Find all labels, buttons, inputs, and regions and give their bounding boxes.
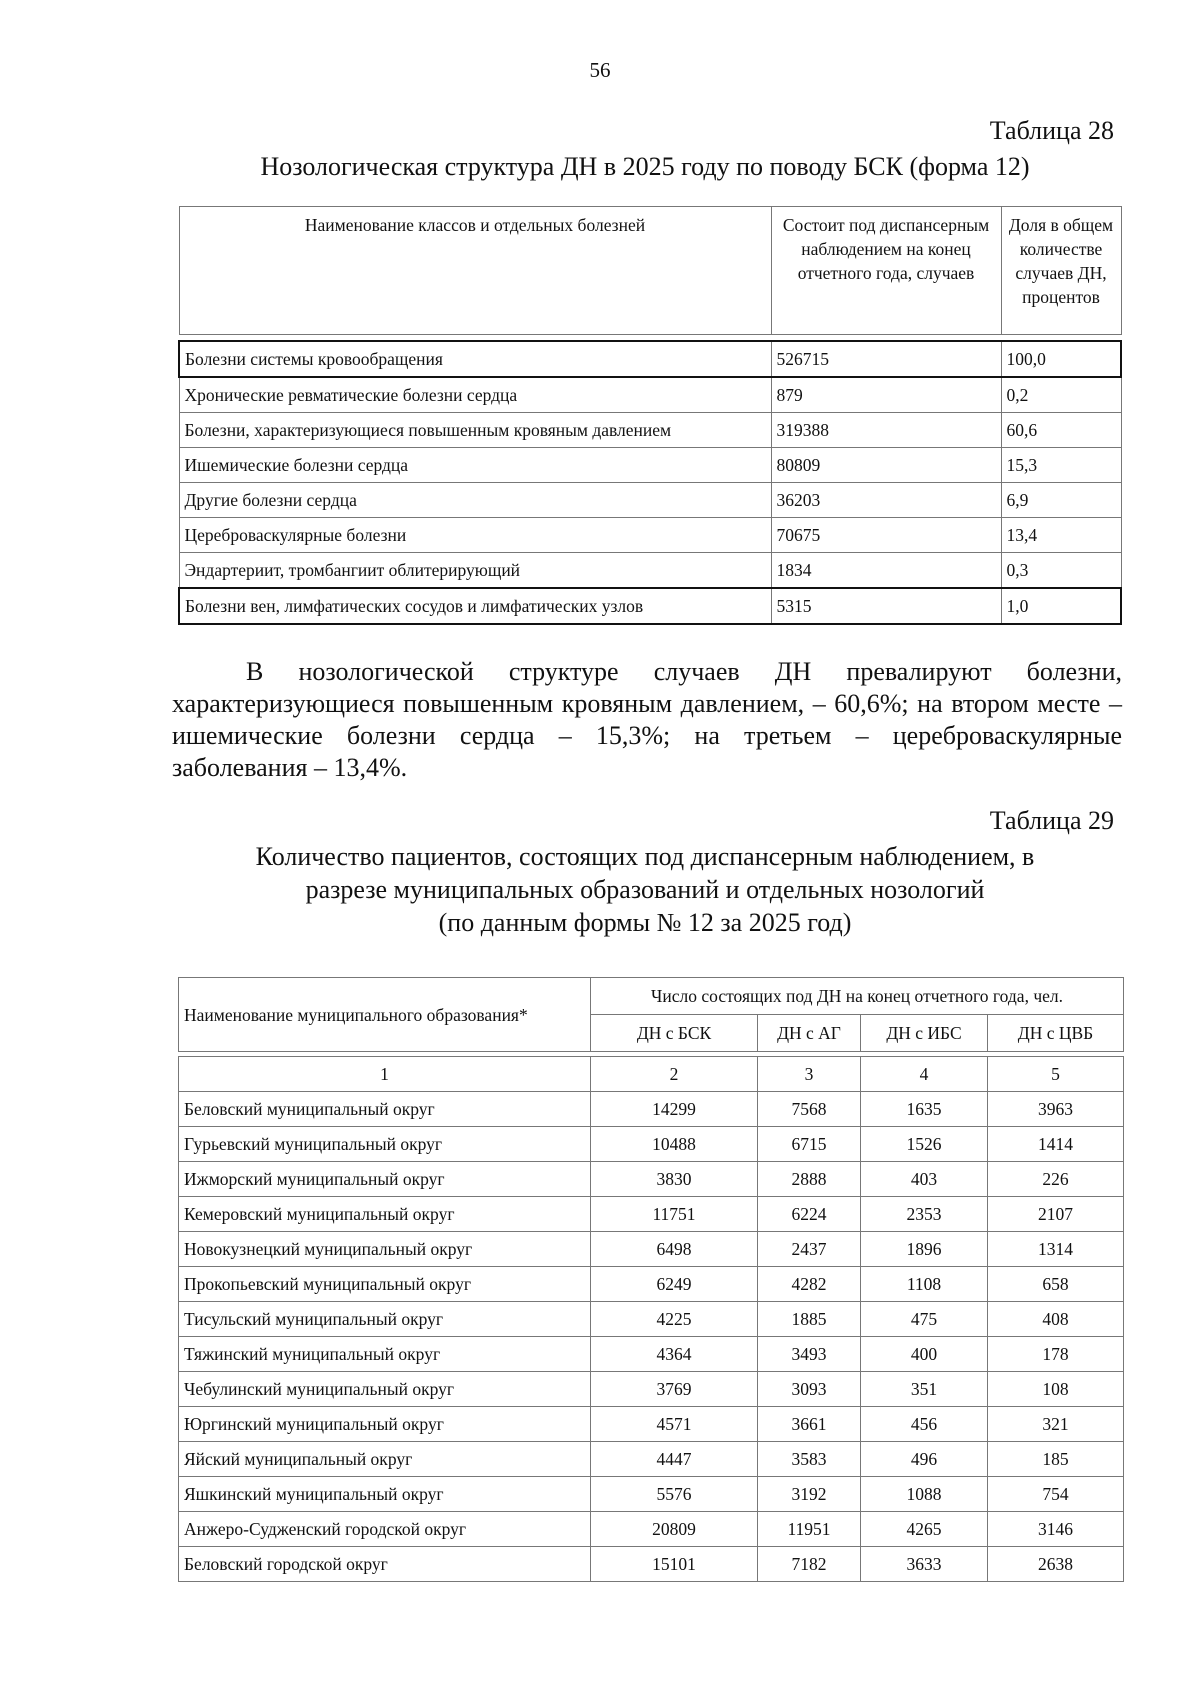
cell-value: 4364 bbox=[591, 1337, 758, 1372]
cell-municipality: Прокопьевский муниципальный округ bbox=[179, 1267, 591, 1302]
cell-value: 15101 bbox=[591, 1547, 758, 1582]
cell-value: 351 bbox=[861, 1372, 988, 1407]
table-row bbox=[179, 377, 1121, 413]
cell-value: 226 bbox=[988, 1162, 1124, 1197]
cell-share: 13,4 bbox=[1001, 518, 1121, 553]
cell-value: 1108 bbox=[861, 1267, 988, 1302]
cell-value: 321 bbox=[988, 1407, 1124, 1442]
cell-name: Другие болезни сердца bbox=[179, 483, 771, 518]
table-row bbox=[179, 483, 1121, 518]
table-28-title: Нозологическая структура ДН в 2025 году по поводу БСК (форма 12) bbox=[260, 152, 1030, 181]
nosology-structure-table bbox=[178, 206, 1122, 625]
cell-value: 4447 bbox=[591, 1442, 758, 1477]
cell-value: 6715 bbox=[758, 1127, 861, 1162]
cell-count: 36203 bbox=[771, 483, 1001, 518]
cell-value: 1896 bbox=[861, 1232, 988, 1267]
cell-value: 2353 bbox=[861, 1197, 988, 1232]
cell-value: 1414 bbox=[988, 1127, 1124, 1162]
cell-value: 3633 bbox=[861, 1547, 988, 1582]
table-row bbox=[179, 1232, 1124, 1267]
page-number: 56 bbox=[589, 58, 611, 82]
header-share: Доля в общем количестве случаев ДН, процентов bbox=[1001, 207, 1121, 335]
cell-value: 408 bbox=[988, 1302, 1124, 1337]
table-row bbox=[179, 1512, 1124, 1547]
table-row bbox=[179, 518, 1121, 553]
cell-municipality: Тяжинский муниципальный округ bbox=[179, 1337, 591, 1372]
cell-share: 1,0 bbox=[1001, 588, 1121, 624]
cell-value: 3192 bbox=[758, 1477, 861, 1512]
header-bsk: ДН с БСК bbox=[591, 1015, 758, 1052]
table-row bbox=[179, 1127, 1124, 1162]
cell-count: 80809 bbox=[771, 448, 1001, 483]
table-row bbox=[179, 553, 1121, 589]
table-row bbox=[179, 1337, 1124, 1372]
table-row bbox=[179, 341, 1121, 377]
cell-value: 4282 bbox=[758, 1267, 861, 1302]
table-row bbox=[179, 1442, 1124, 1477]
cell-share: 100,0 bbox=[1001, 341, 1121, 377]
cell-name: Эндартериит, тромбангиит облитерирующий bbox=[179, 553, 771, 589]
cell-name: Хронические ревматические болезни сердца bbox=[179, 377, 771, 413]
cell-value: 2107 bbox=[988, 1197, 1124, 1232]
cell-municipality: Яйский муниципальный округ bbox=[179, 1442, 591, 1477]
cell-count: 879 bbox=[771, 377, 1001, 413]
cell-municipality: Кемеровский муниципальный округ bbox=[179, 1197, 591, 1232]
cell-value: 3583 bbox=[758, 1442, 861, 1477]
cell-share: 0,3 bbox=[1001, 553, 1121, 589]
cell-value: 3493 bbox=[758, 1337, 861, 1372]
table-row bbox=[179, 1162, 1124, 1197]
cell-name: Ишемические болезни сердца bbox=[179, 448, 771, 483]
header-cvb: ДН с ЦВБ bbox=[988, 1015, 1124, 1052]
header-count: Состоит под диспансерным наблюдением на конец отчетного года, случаев bbox=[771, 207, 1001, 335]
table-row bbox=[179, 448, 1121, 483]
cell-value: 14299 bbox=[591, 1092, 758, 1127]
table-row bbox=[179, 1197, 1124, 1232]
table-row bbox=[179, 1092, 1124, 1127]
cell-municipality: Яшкинский муниципальный округ bbox=[179, 1477, 591, 1512]
table-29-title-line: разрезе муниципальных образований и отдельных нозологий bbox=[305, 875, 985, 904]
cell-value: 5576 bbox=[591, 1477, 758, 1512]
cell-value: 3830 bbox=[591, 1162, 758, 1197]
cell-value: 4571 bbox=[591, 1407, 758, 1442]
cell-municipality: Чебулинский муниципальный округ bbox=[179, 1372, 591, 1407]
header-ag: ДН с АГ bbox=[758, 1015, 861, 1052]
cell-value: 403 bbox=[861, 1162, 988, 1197]
cell-value: 11951 bbox=[758, 1512, 861, 1547]
cell-count: 1834 bbox=[771, 553, 1001, 589]
column-number: 3 bbox=[758, 1057, 861, 1092]
cell-value: 7568 bbox=[758, 1092, 861, 1127]
cell-value: 3093 bbox=[758, 1372, 861, 1407]
cell-value: 3963 bbox=[988, 1092, 1124, 1127]
column-number: 4 bbox=[861, 1057, 988, 1092]
cell-value: 475 bbox=[861, 1302, 988, 1337]
cell-value: 108 bbox=[988, 1372, 1124, 1407]
cell-municipality: Новокузнецкий муниципальный округ bbox=[179, 1232, 591, 1267]
cell-share: 60,6 bbox=[1001, 413, 1121, 448]
cell-value: 496 bbox=[861, 1442, 988, 1477]
cell-value: 10488 bbox=[591, 1127, 758, 1162]
cell-value: 1635 bbox=[861, 1092, 988, 1127]
table-29-title-line: (по данным формы № 12 за 2025 год) bbox=[438, 908, 852, 937]
column-number: 5 bbox=[988, 1057, 1124, 1092]
cell-share: 15,3 bbox=[1001, 448, 1121, 483]
header-count-group: Число состоящих под ДН на конец отчетного года, чел. bbox=[591, 978, 1124, 1015]
table-28-label: Таблица 28 bbox=[989, 116, 1114, 145]
cell-name: Болезни, характеризующиеся повышенным кровяным давлением bbox=[179, 413, 771, 448]
table-29-label: Таблица 29 bbox=[989, 806, 1114, 835]
cell-value: 2437 bbox=[758, 1232, 861, 1267]
cell-share: 6,9 bbox=[1001, 483, 1121, 518]
cell-value: 2888 bbox=[758, 1162, 861, 1197]
table-row bbox=[179, 588, 1121, 624]
table-29-title-line: Количество пациентов, состоящих под диспансерным наблюдением, в bbox=[255, 842, 1035, 871]
cell-name: Болезни системы кровообращения bbox=[179, 341, 771, 377]
header-disease-name: Наименование классов и отдельных болезней bbox=[179, 207, 771, 335]
cell-value: 11751 bbox=[591, 1197, 758, 1232]
cell-count: 319388 bbox=[771, 413, 1001, 448]
cell-municipality: Беловский городской округ bbox=[179, 1547, 591, 1582]
column-number: 1 bbox=[179, 1057, 591, 1092]
cell-share: 0,2 bbox=[1001, 377, 1121, 413]
cell-value: 754 bbox=[988, 1477, 1124, 1512]
cell-value: 3769 bbox=[591, 1372, 758, 1407]
cell-value: 6224 bbox=[758, 1197, 861, 1232]
table-row bbox=[179, 1407, 1124, 1442]
cell-name: Болезни вен, лимфатических сосудов и лимфатических узлов bbox=[179, 588, 771, 624]
table-row bbox=[179, 1372, 1124, 1407]
cell-value: 400 bbox=[861, 1337, 988, 1372]
cell-count: 70675 bbox=[771, 518, 1001, 553]
table-29-body bbox=[179, 1052, 1124, 1582]
cell-value: 185 bbox=[988, 1442, 1124, 1477]
cell-municipality: Ижморский муниципальный округ bbox=[179, 1162, 591, 1197]
cell-municipality: Юргинский муниципальный округ bbox=[179, 1407, 591, 1442]
cell-value: 6249 bbox=[591, 1267, 758, 1302]
cell-value: 7182 bbox=[758, 1547, 861, 1582]
cell-value: 4265 bbox=[861, 1512, 988, 1547]
table-row bbox=[179, 1267, 1124, 1302]
column-number: 2 bbox=[591, 1057, 758, 1092]
cell-name: Цереброваскулярные болезни bbox=[179, 518, 771, 553]
cell-value: 6498 bbox=[591, 1232, 758, 1267]
cell-value: 1885 bbox=[758, 1302, 861, 1337]
table-row bbox=[179, 1302, 1124, 1337]
table-row bbox=[179, 1477, 1124, 1512]
cell-value: 456 bbox=[861, 1407, 988, 1442]
cell-value: 3661 bbox=[758, 1407, 861, 1442]
cell-value: 3146 bbox=[988, 1512, 1124, 1547]
cell-value: 1526 bbox=[861, 1127, 988, 1162]
cell-count: 5315 bbox=[771, 588, 1001, 624]
summary-paragraph: В нозологической структуре случаев ДН превалируют болезни, характеризующиеся повышенным кровяным давлением, – 60,6%; на втором месте – ишемические болезни сердца – 15,3%; на третьем – цереброваскулярные заболевания – 13,4%. bbox=[172, 657, 1122, 782]
cell-count: 526715 bbox=[771, 341, 1001, 377]
cell-value: 658 bbox=[988, 1267, 1124, 1302]
cell-value: 20809 bbox=[591, 1512, 758, 1547]
cell-municipality: Тисульский муниципальный округ bbox=[179, 1302, 591, 1337]
cell-municipality: Анжеро-Судженский городской округ bbox=[179, 1512, 591, 1547]
table-row bbox=[179, 413, 1121, 448]
municipal-patients-table bbox=[178, 977, 1124, 1582]
header-ibs: ДН с ИБС bbox=[861, 1015, 988, 1052]
cell-value: 1314 bbox=[988, 1232, 1124, 1267]
cell-value: 4225 bbox=[591, 1302, 758, 1337]
cell-municipality: Гурьевский муниципальный округ bbox=[179, 1127, 591, 1162]
cell-value: 178 bbox=[988, 1337, 1124, 1372]
cell-value: 1088 bbox=[861, 1477, 988, 1512]
table-row bbox=[179, 1547, 1124, 1582]
cell-municipality: Беловский муниципальный округ bbox=[179, 1092, 591, 1127]
header-municipality: Наименование муниципального образования* bbox=[179, 978, 591, 1052]
table-29-title bbox=[170, 840, 1120, 939]
column-number-row bbox=[179, 1057, 1124, 1092]
cell-value: 2638 bbox=[988, 1547, 1124, 1582]
table-28-body bbox=[179, 335, 1121, 625]
